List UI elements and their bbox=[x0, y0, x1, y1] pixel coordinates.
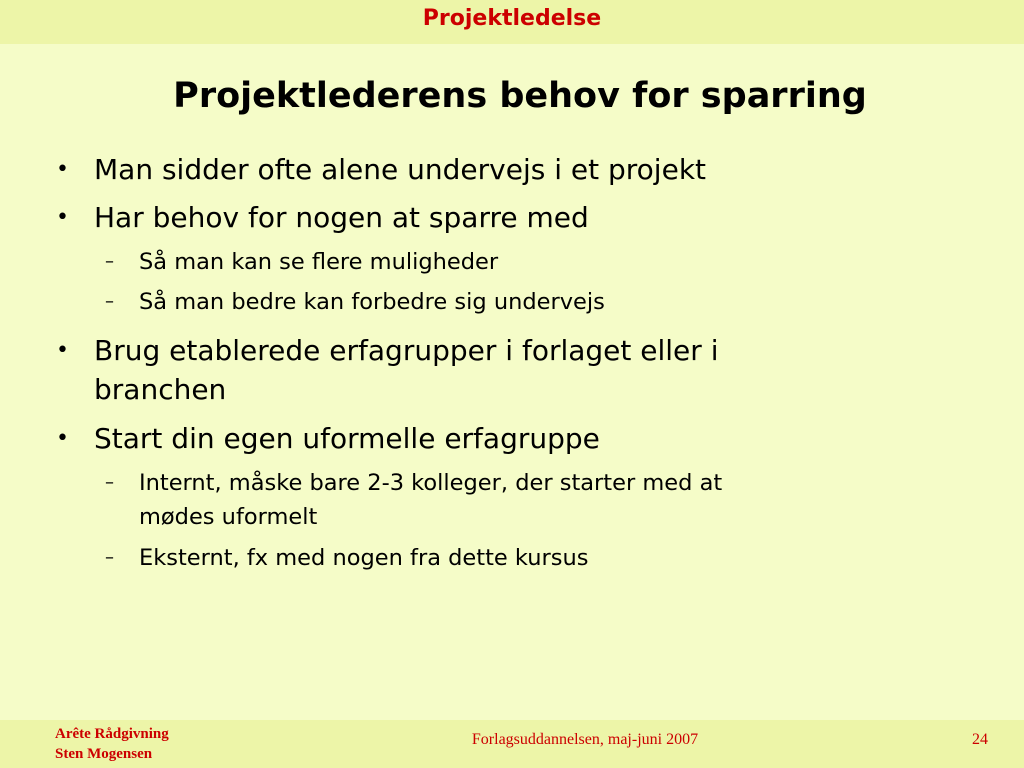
header-title: Projektledelse bbox=[422, 6, 602, 31]
bullet-dot-icon: • bbox=[56, 157, 69, 182]
sub-bullet-text: mødes uformelt bbox=[139, 504, 318, 530]
footer-author: Sten Mogensen bbox=[55, 746, 153, 762]
sub-bullet-item bbox=[105, 541, 919, 575]
bullet-dot-icon: • bbox=[56, 205, 69, 230]
sub-bullet-item bbox=[105, 466, 919, 500]
sub-bullet-text: Så man kan se flere muligheder bbox=[139, 249, 499, 275]
page-number: 24 bbox=[972, 731, 988, 748]
bullet-continuation bbox=[94, 371, 894, 409]
footer-company: Arête Rådgivning bbox=[55, 726, 169, 742]
dash-icon: – bbox=[105, 291, 114, 312]
sub-bullet-text: Så man bedre kan forbedre sig undervejs bbox=[139, 289, 605, 315]
bullet-dot-icon: • bbox=[56, 338, 69, 363]
sub-bullet-item bbox=[105, 285, 919, 319]
bullet-text: Har behov for nogen at sparre med bbox=[94, 201, 589, 234]
bullet-text: Man sidder ofte alene undervejs i et projekt bbox=[94, 153, 707, 186]
bullet-item bbox=[56, 420, 894, 458]
sub-bullet-text: Eksternt, fx med nogen fra dette kursus bbox=[139, 545, 589, 571]
sub-bullet-item bbox=[105, 245, 919, 279]
sub-bullet-text: Internt, måske bare 2-3 kolleger, der starter med at bbox=[139, 470, 723, 496]
dash-icon: – bbox=[105, 251, 114, 272]
bullet-item bbox=[56, 332, 894, 370]
slide-title: Projektlederens behov for sparring bbox=[173, 76, 867, 116]
bullet-text: Start din egen uformelle erfagruppe bbox=[94, 422, 600, 455]
bullet-text: Brug etablerede erfagrupper i forlaget eller i bbox=[94, 334, 719, 367]
bullet-dot-icon: • bbox=[56, 426, 69, 451]
bullet-item bbox=[56, 151, 894, 189]
bullet-text: branchen bbox=[94, 373, 227, 406]
dash-icon: – bbox=[105, 472, 114, 493]
bullet-item bbox=[56, 199, 894, 237]
footer-course: Forlagsuddannelsen, maj-juni 2007 bbox=[471, 731, 699, 748]
sub-bullet-continuation bbox=[139, 500, 919, 534]
dash-icon: – bbox=[105, 547, 114, 568]
